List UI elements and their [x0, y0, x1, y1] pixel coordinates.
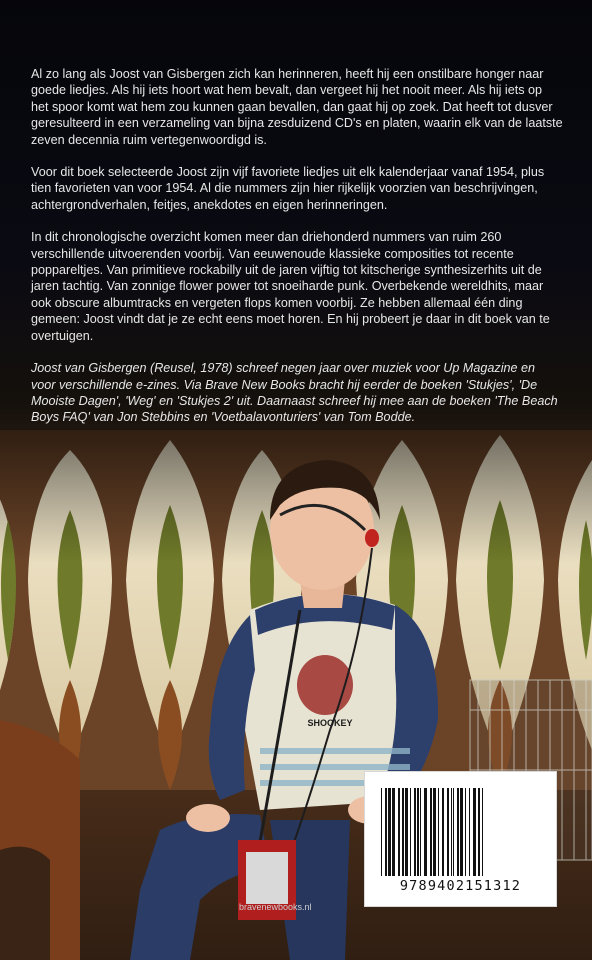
barcode-bar: [433, 788, 436, 876]
barcode-bar: [451, 788, 452, 876]
barcode-bar: [381, 788, 382, 876]
barcode-bar: [469, 788, 470, 876]
back-cover-blurb: [31, 66, 563, 442]
shirt-print-text: SHOOKEY: [307, 718, 353, 728]
barcode-bar: [457, 788, 459, 876]
barcode-bar: [453, 788, 454, 876]
barcode-bar: [442, 788, 444, 876]
blurb-paragraph-1: Al zo lang als Joost van Gisbergen zich kan herinneren, heeft hij een onstilbare honger naar goede liedjes. Als hij iets hoort wat hem bevalt, dan vergeet hij het nooit meer. Als hij iets op het spoor komt wat hem zou kunnen gaan bevallen, dan gaat hij op zoek. Dat heeft tot dusver geresulteerd in een verzameling van bijna zesduizend CD's en platen, waarin elk van de laatste zeven decennia ruim vertegenwoordigd is.: [31, 67, 563, 147]
barcode-bar: [398, 788, 400, 876]
barcode-bar: [430, 788, 432, 876]
barcode-bars: [379, 788, 543, 876]
publisher-website: bravenewbooks.nl: [239, 902, 312, 912]
barcode-bar: [482, 788, 483, 876]
barcode-bar: [417, 788, 419, 876]
barcode-bar: [414, 788, 416, 876]
barcode-bar: [385, 788, 387, 876]
blurb-paragraph-3: In dit chronologische overzicht komen meer dan driehonderd nummers van ruim 260 verschillende uitvoerenden voorbij. Van eeuwenoude klassieke composities tot recente poppareltjes. Van primitieve rockabilly uit de jaren vijftig tot kitscherige synthesizerhits uit de jaren tachtig. Van zonnige flower power tot snoeiharde punk. Overbekende wereldhits, maar ook obscure albumtracks en vergeten flops komen voorbij. Ze hebben allemaal één ding gemeen: Joost vindt dat je ze echt eens moet horen. En hij probeert je daar in dit boek van te overtuigen.: [31, 230, 550, 343]
barcode-bar: [405, 788, 408, 876]
isbn-barcode: [364, 771, 557, 907]
barcode-bar: [410, 788, 411, 876]
barcode-bar: [424, 788, 427, 876]
barcode-bar: [478, 788, 480, 876]
barcode-bar: [447, 788, 449, 876]
barcode-bar: [473, 788, 476, 876]
barcode-bar: [392, 788, 395, 876]
isbn-number: 9789402151312: [399, 878, 522, 894]
barcode-bar: [388, 788, 391, 876]
author-bio: Joost van Gisbergen (Reusel, 1978) schreef negen jaar over muziek voor Up Magazine en voor verschillende e-zines. Via Brave New Books bracht hij eerder de boeken 'Stukjes', 'De Mooiste Dagen', 'Weg' en 'Stukjes 2' uit. Daarnaast schreef hij mee aan de boeken 'The Beach Boys FAQ' van Jon Stebbins en 'Voetbalavonturiers' van Tom Bodde.: [31, 361, 558, 425]
barcode-bar: [402, 788, 404, 876]
barcode-bar: [460, 788, 463, 876]
blurb-paragraph-2: Voor dit boek selecteerde Joost zijn vijf favoriete liedjes uit elk kalenderjaar vanaf 1954, plus tien favorieten van voor 1954. Al die nummers zijn hier rijkelijk voorzien van beschrijvingen, achtergrondverhalen, feitjes, anekdotes en eigen herinneringen.: [31, 165, 545, 212]
barcode-bar: [438, 788, 439, 876]
barcode-bar: [465, 788, 466, 876]
barcode-bar: [420, 788, 421, 876]
